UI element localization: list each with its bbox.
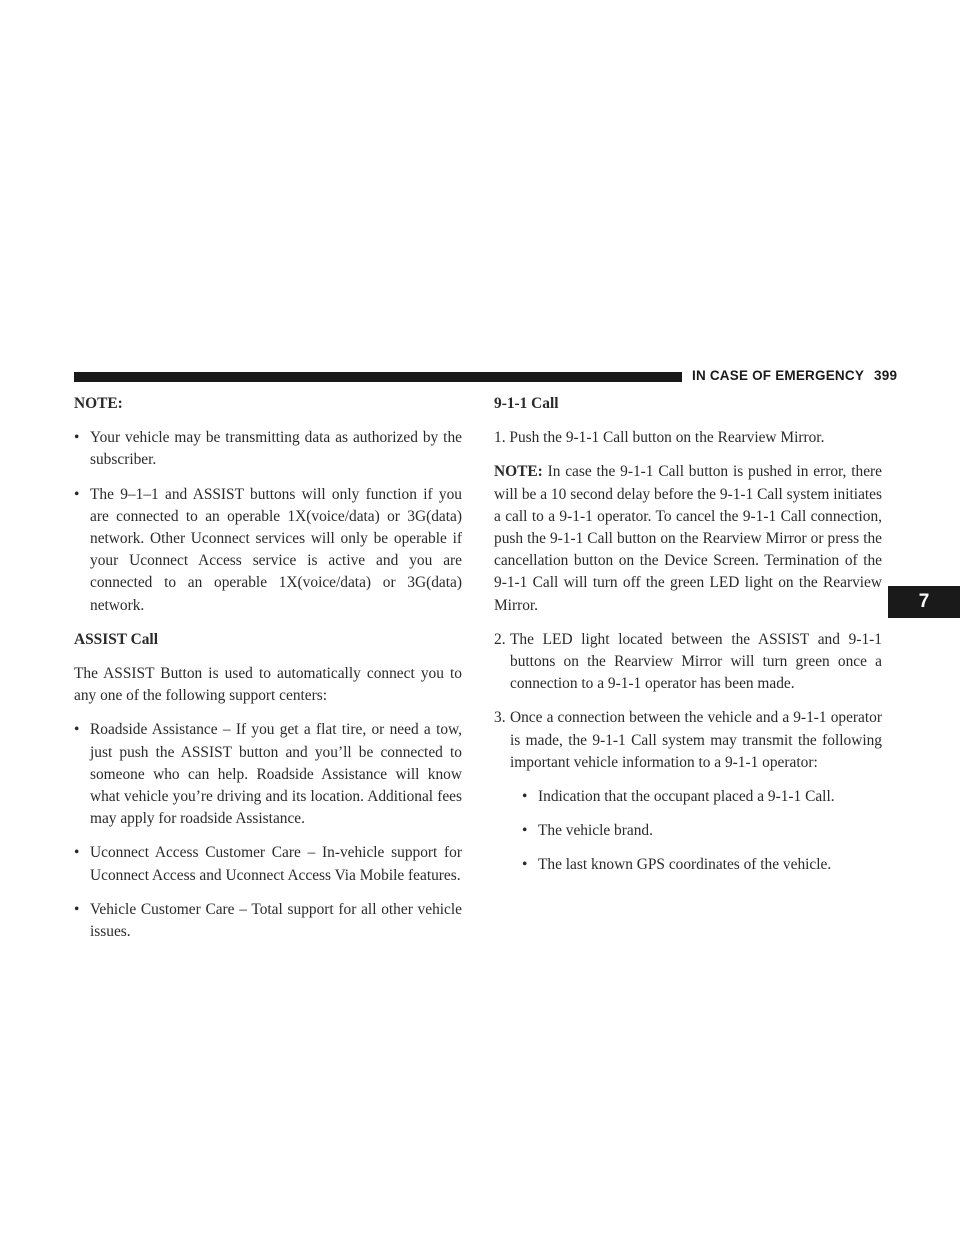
left-column	[74, 393, 462, 955]
running-header	[692, 368, 897, 383]
bullet-icon: •	[74, 844, 80, 862]
step-number: 3.	[494, 709, 506, 727]
note-text: In case the 9-1-1 Call button is pushed in error, there will be a 10 second delay before the 9-1-1 Call system initiates a call to a 9-1-1 operator. To cancel the 9-1-1 Call connection, push the 9-1-1 Call button on the Rearview Mirror or press the cancellation button on the Device Screen. Termination of the 9-1-1 Call will turn off the green LED light on the Rearview Mirror.	[494, 463, 882, 614]
bullet-icon: •	[74, 485, 80, 503]
bullet-text: Roadside Assistance – If you get a flat tire, or need a tow, just push the ASSIST button and you’ll be connected to someone who can help. Roadside Assistance will know what vehicle you’re driving and its location. Additional fees may apply for roadside Assistance.	[90, 721, 462, 828]
assist-intro: The ASSIST Button is used to automatically connect you to any one of the following support centers:	[74, 665, 462, 705]
bullet-icon: •	[74, 900, 80, 918]
list-item	[74, 899, 462, 943]
assist-call-heading: ASSIST Call	[74, 630, 158, 648]
list-item	[74, 719, 462, 830]
list-item	[74, 427, 462, 471]
bullet-icon: •	[74, 721, 80, 739]
step-text: The LED light located between the ASSIST and 9-1-1 buttons on the Rearview Mirror will turn green once a connection to a 9-1-1 operator has been made.	[510, 630, 882, 693]
note-label: NOTE:	[494, 463, 543, 481]
bullet-text: The last known GPS coordinates of the vehicle.	[538, 856, 832, 874]
bullet-text: Indication that the occupant placed a 9-1-1 Call.	[538, 788, 835, 806]
bullet-text: Vehicle Customer Care – Total support for all other vehicle issues.	[90, 900, 462, 941]
list-item	[494, 820, 882, 842]
header-rule	[74, 372, 682, 382]
note-heading: NOTE:	[74, 395, 123, 412]
right-column	[494, 393, 882, 889]
911-call-heading: 9-1-1 Call	[494, 395, 559, 412]
list-item	[494, 854, 882, 876]
bullet-text: The vehicle brand.	[538, 822, 653, 840]
note-paragraph	[494, 461, 882, 616]
bullet-icon: •	[522, 856, 528, 874]
step-number: 2.	[494, 630, 506, 648]
bullet-icon: •	[74, 429, 80, 447]
bullet-icon: •	[522, 788, 528, 806]
list-item	[494, 786, 882, 808]
step-text: Once a connection between the vehicle and a 9-1-1 operator is made, the 9-1-1 Call system may transmit the following important vehicle information to a 9-1-1 operator:	[510, 709, 882, 771]
bullet-text: Your vehicle may be transmitting data as authorized by the subscriber.	[90, 429, 462, 469]
page-number: 399	[874, 368, 898, 383]
section-title: IN CASE OF EMERGENCY	[692, 368, 865, 383]
bullet-text: Uconnect Access Customer Care – In-vehicle support for Uconnect Access and Uconnect Access Via Mobile features.	[90, 844, 462, 884]
bullet-icon: •	[522, 822, 528, 840]
chapter-tab: 7	[888, 586, 960, 618]
step-2	[494, 629, 882, 696]
bullet-text: The 9–1–1 and ASSIST buttons will only function if you are connected to an operable 1X(voice/data) or 3G(data) network. Other Uconnect services will only be operable if your Uconnect Access service is active and you are connected to an operable 1X(voice/data) or 3G(data) network.	[90, 485, 462, 614]
step-3	[494, 707, 882, 774]
step-1: 1. Push the 9-1-1 Call button on the Rearview Mirror.	[494, 429, 825, 447]
list-item	[74, 842, 462, 886]
list-item	[74, 484, 462, 617]
